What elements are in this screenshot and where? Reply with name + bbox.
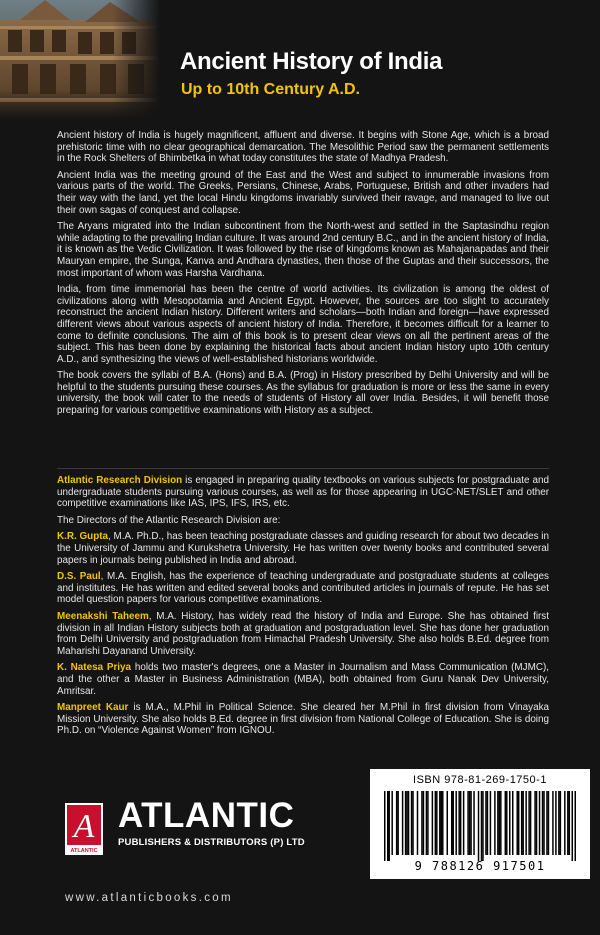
director-name: Meenakshi Taheem xyxy=(57,610,149,622)
barcode-icon xyxy=(382,791,578,861)
director-name: D.S. Paul xyxy=(57,571,101,583)
director-name: K.R. Gupta xyxy=(57,531,109,543)
publisher-subtitle: PUBLISHERS & DISTRIBUTORS (P) LTD xyxy=(118,837,305,848)
book-subtitle: Up to 10th Century A.D. xyxy=(181,81,360,98)
svg-text:A: A xyxy=(73,808,95,845)
director-bio xyxy=(57,531,549,566)
temple-photo xyxy=(0,0,160,120)
publisher-name: ATLANTIC xyxy=(118,796,295,835)
research-division-paragraph xyxy=(57,475,549,510)
director-name: K. Natesa Priya xyxy=(57,662,132,674)
description-paragraph: Ancient history of India is hugely magnificent, affluent and diverse. It begins with Stone Age, which is a broad prehistoric time with no clear geographical demarcation. The Mesolithic Period saw the permanent settlements in the Rock Shelters of Bhimbetka in what today constitutes the state of Madhya Pradesh. xyxy=(57,130,549,165)
director-bio-text: , M.A. English, has the experience of teaching undergraduate and postgraduate students at colleges and institutes. He has written and edited several books and contributed articles in journals of repute. He has set model question papers for various competitive examinations. xyxy=(57,571,549,606)
research-division-text: is engaged in preparing quality textbooks on various subjects for postgraduate and undergraduate students pursuing various courses, as well as for those appearing in UGC-NET/SLET and other competitive examinations like IAS, IPS, IFS, IRS, etc. xyxy=(57,475,549,510)
director-bio-text: , M.A. Ph.D., has been teaching postgraduate classes and guiding research for about two decades in the University of Jammu and Kurukshetra University. He has written over twenty books and contributed several papers in journals being published in India and abroad. xyxy=(57,531,549,566)
barcode-digits: 9 788126 917501 xyxy=(414,859,546,873)
director-bio xyxy=(57,662,549,697)
book-description xyxy=(57,130,549,422)
director-bio-text: holds two master's degrees, one a Master in Journalism and Mass Communication (MJMC), and the other a Master in Business Administration (MBA), both obtained from Guru Nanak Dev University, Amritsar. xyxy=(57,662,549,697)
authors-section xyxy=(57,475,549,742)
director-bio xyxy=(57,611,549,657)
description-paragraph: India, from time immemorial has been the centre of world activities. Its civilization is among the oldest of civilizations along with Mesopotamia and Ancient Egypt. However, the sources are too slight to accurately reconstruct the ancient Indian history. Different writers and scholars—both Indian and foreign—have expressed different views about various aspects of ancient history of India. Therefore, it becomes difficult for a learner to come to definite conclusions. The aim of this book is to present clear views on all the pertinent areas of the subject. This has been done by explaining the historical facts about ancient Indian history upto 10th century A.D., and synthesizing the views of well-established historians worldwide. xyxy=(57,284,549,365)
director-bio xyxy=(57,702,549,737)
director-bio xyxy=(57,571,549,606)
description-paragraph: The book covers the syllabi of B.A. (Hons) and B.A. (Prog) in History prescribed by Delhi University and will be helpful to the students pursuing these courses. As the syllabus for graduation is more or less the same in every university, the book will cater to the needs of students of History all over India. Besides, it will benefit those preparing for various competitive examinations with History as a subject. xyxy=(57,370,549,417)
section-divider xyxy=(57,468,549,469)
description-paragraph: Ancient India was the meeting ground of the East and the West and subject to innumerable invasions from various parts of the world. The Greeks, Persians, Chinese, Arabs, Portuguese, British and other invaders had their way with the land, yet the local Hindu kingdoms invariably survived their ravage, and managed to live out their own sagas of conquest and collapse. xyxy=(57,169,549,216)
description-paragraph: The Aryans migrated into the Indian subcontinent from the North-west and settled in the Saptasindhu region while adapting to the prevailing Indian culture. It was around 2nd century B.C., and in the ancient history of India, it is known as the Vedic Civilization. It was followed by the rise of kingdoms known as Mahajanapadas and their Mauryan empire, the Sunga, Kanva and Andhara dynasties, then those of the Guptas and their successors, the most important of whom was Harsha Vardhana. xyxy=(57,221,549,279)
barcode-panel xyxy=(370,769,590,879)
logo-text: ATLANTIC xyxy=(70,848,98,854)
directors-intro: The Directors of the Atlantic Research Division are: xyxy=(57,514,281,526)
book-title: Ancient History of India xyxy=(180,48,443,75)
isbn-label: ISBN 978-81-269-1750-1 xyxy=(413,774,547,786)
director-bio-text: , M.A. History, has widely read the history of India and Europe. She has obtained first division in all Indian History subjects both at graduation and postgraduation level. She has done her graduation from Delhi University and postgraduation from Himachal Pradesh University. She also holds B.Ed. degree from Maharishi Dayanand University. xyxy=(57,610,549,657)
research-division-name: Atlantic Research Division xyxy=(57,475,183,486)
publisher-website: www.atlanticbooks.com xyxy=(65,892,233,904)
director-name: Manpreet Kaur xyxy=(57,702,129,714)
publisher-logo-icon xyxy=(65,803,103,855)
director-bio-text: is M.A., M.Phil in Political Science. She cleared her M.Phil in first division from Vinayaka Mission University. She also holds B.Ed. degree in first division from National College of Education. She is doing Ph.D. on “Violence Against Women” from IGNOU. xyxy=(57,702,549,737)
